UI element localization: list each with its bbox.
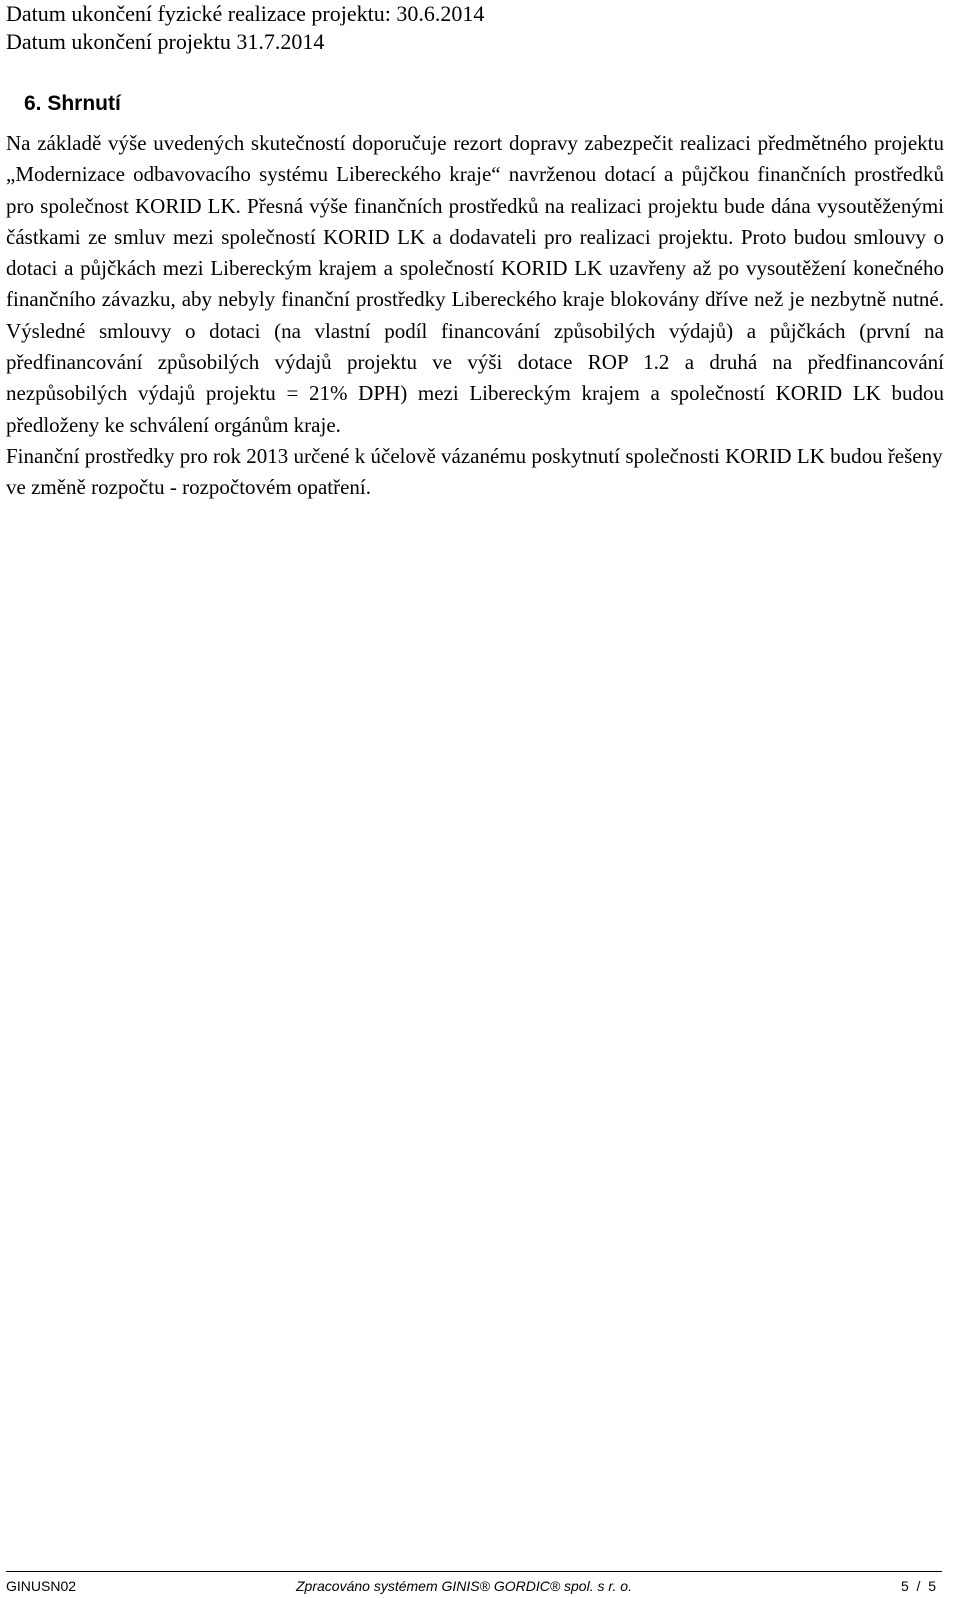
summary-paragraph: Na základě výše uvedených skutečností doporučuje rezort dopravy zabezpečit realizaci předmětného projektu „Modernizace odbavovacího systému Libereckého kraje“ navrženou dotací a půjčkou finančních prostředků pro společnost KORID LK. Přesná výše finančních prostředků na realizaci projektu bude dána vysoutěženými částkami ze smluv mezi společností KORID LK a dodavateli pro realizaci projektu. Proto budou smlouvy o dotaci a půjčkách mezi Libereckým krajem a společností KORID LK uzavřeny až po vysoutěžení konečného finančního závazku, aby nebyly finanční prostředky Libereckého kraje blokovány dříve než je nezbytně nutné. Výsledné smlouvy o dotaci (na vlastní podíl financování způsobilých výdajů) a půjčkách (první na předfinancování způsobilých výdajů projektu ve výši dotace ROP 1.2 a druhá na předfinancování nezpůsobilých výdajů projektu = 21% DPH) mezi Libereckým krajem a společností KORID LK budou předloženy ke schválení orgánům kraje.	[6, 131, 944, 437]
document-page	[6, 0, 944, 504]
page-footer	[6, 1571, 942, 1598]
generator-note: Zpracováno systémem GINIS® GORDIC® spol. s r. o.	[296, 1578, 632, 1594]
page-number: 5 / 5	[900, 1578, 936, 1594]
funding-paragraph: Finanční prostředky pro rok 2013 určené k účelově vázanému poskytnutí společnosti KORID LK budou řešeny ve změně rozpočtu - rozpočtovém opatření.	[6, 443, 943, 500]
physical-completion-date: Datum ukončení fyzické realizace projektu: 30.6.2014	[6, 1, 485, 26]
section-heading: 6. Shrnutí	[24, 92, 121, 115]
document-code: GINUSN02	[6, 1578, 77, 1594]
project-completion-date: Datum ukončení projektu 31.7.2014	[6, 29, 325, 54]
